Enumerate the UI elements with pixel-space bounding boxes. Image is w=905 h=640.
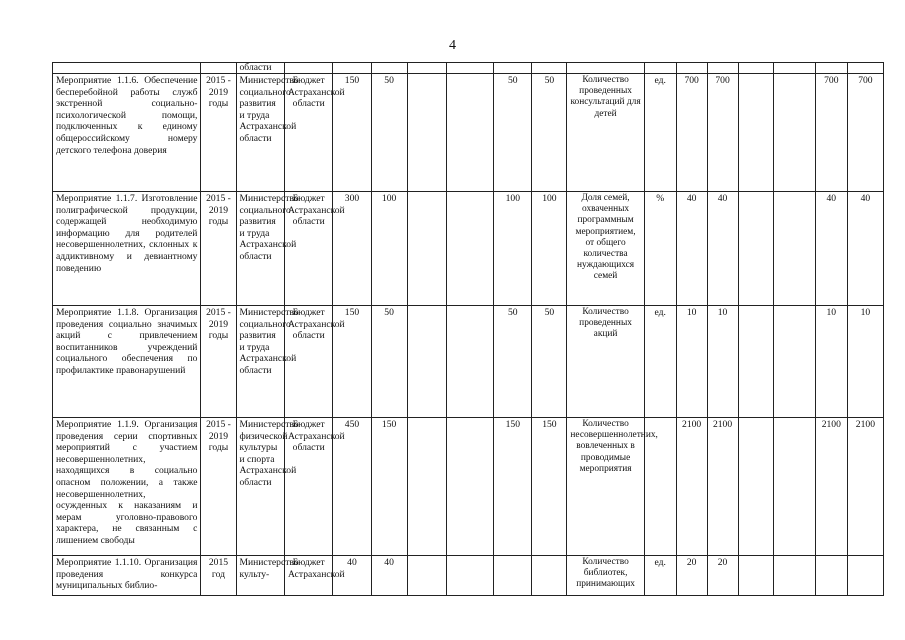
funding-2016 xyxy=(407,306,446,418)
indicator-2018: 10 xyxy=(815,306,847,418)
indicator-total: 40 xyxy=(676,192,707,306)
indicator-2019: 10 xyxy=(847,306,883,418)
indicator-name: Количество проведенных консультаций для детей xyxy=(567,74,644,192)
indicator-2015: 40 xyxy=(707,192,738,306)
indicator-2019: 700 xyxy=(847,74,883,192)
funding-2018: 50 xyxy=(494,74,532,192)
funding-total: 150 xyxy=(333,306,371,418)
indicator-unit: ед. xyxy=(644,556,676,596)
table-row xyxy=(53,74,884,192)
indicator-2015: 2100 xyxy=(707,418,738,556)
funding-2017 xyxy=(446,306,493,418)
funding-2017 xyxy=(446,192,493,306)
executor-tail: области xyxy=(236,63,284,74)
funding-2017 xyxy=(446,74,493,192)
activity-years: 2015 - 2019 годы xyxy=(201,74,236,192)
funding-total: 150 xyxy=(333,74,371,192)
funding-source: Бюджет Астраханской xyxy=(284,556,332,596)
activity-executor: Министерство физической культуры и спорта Астраханской области xyxy=(236,418,284,556)
funding-2019: 50 xyxy=(532,74,567,192)
indicator-2016 xyxy=(738,74,773,192)
indicator-name: Количество несовершеннолетних, вовлеченных в проводимые мероприятия xyxy=(567,418,644,556)
funding-2019 xyxy=(532,556,567,596)
activity-executor: Министерство социального развития и труда Астраханской области xyxy=(236,306,284,418)
indicator-name: Количество библиотек, принимающих xyxy=(567,556,644,596)
activity-years: 2015 год xyxy=(201,556,236,596)
funding-2019: 100 xyxy=(532,192,567,306)
funding-2015: 50 xyxy=(371,74,407,192)
funding-2016 xyxy=(407,74,446,192)
funding-total: 450 xyxy=(333,418,371,556)
indicator-2016 xyxy=(738,556,773,596)
table-row xyxy=(53,192,884,306)
indicator-2019: 2100 xyxy=(847,418,883,556)
indicator-2017 xyxy=(773,556,815,596)
funding-2018 xyxy=(494,556,532,596)
funding-2019: 50 xyxy=(532,306,567,418)
indicator-total: 700 xyxy=(676,74,707,192)
activity-executor: Министерство социального развития и труда Астраханской области xyxy=(236,74,284,192)
funding-2016 xyxy=(407,556,446,596)
activity-name: Мероприятие 1.1.6. Обеспечение бесперебойной работы служб экстренной социально-психологической помощи, подключенных к единому общероссийскому номеру детского телефона доверия xyxy=(53,74,201,192)
funding-source: Бюджет Астраханской области xyxy=(284,74,332,192)
funding-total: 40 xyxy=(333,556,371,596)
indicator-2018: 2100 xyxy=(815,418,847,556)
table-row xyxy=(53,418,884,556)
indicator-total: 10 xyxy=(676,306,707,418)
continued-row xyxy=(53,63,884,74)
indicator-2018: 700 xyxy=(815,74,847,192)
page-number: 4 xyxy=(449,38,456,53)
indicator-2015: 700 xyxy=(707,74,738,192)
indicator-unit: ед. xyxy=(644,306,676,418)
activity-name: Мероприятие 1.1.8. Организация проведения социально значимых акций с привлечением воспитанников учреждений социального обеспечения по профилактике правонарушений xyxy=(53,306,201,418)
indicator-2018: 40 xyxy=(815,192,847,306)
activity-years: 2015 - 2019 годы xyxy=(201,306,236,418)
funding-source: Бюджет Астраханской области xyxy=(284,418,332,556)
funding-2019: 150 xyxy=(532,418,567,556)
activity-executor: Министерство культу- xyxy=(236,556,284,596)
funding-source: Бюджет Астраханской области xyxy=(284,192,332,306)
funding-2015: 150 xyxy=(371,418,407,556)
indicator-2016 xyxy=(738,418,773,556)
funding-2018: 50 xyxy=(494,306,532,418)
activity-name: Мероприятие 1.1.10. Организация проведения конкурса муниципальных библио- xyxy=(53,556,201,596)
indicator-2016 xyxy=(738,192,773,306)
activity-years: 2015 - 2019 годы xyxy=(201,192,236,306)
funding-2018: 150 xyxy=(494,418,532,556)
table-row xyxy=(53,306,884,418)
indicator-2017 xyxy=(773,306,815,418)
activity-name: Мероприятие 1.1.9. Организация проведения серии спортивных мероприятий с участием несовершеннолетних, находящихся в социально опасном положении, а также несовершеннолетних, осужденных к наказаниям и мерам уголовно-правового характера, не связанным с лишением свободы xyxy=(53,418,201,556)
table-row xyxy=(53,556,884,596)
indicator-2015: 10 xyxy=(707,306,738,418)
indicator-2016 xyxy=(738,306,773,418)
indicator-unit: ед. xyxy=(644,74,676,192)
indicator-total: 20 xyxy=(676,556,707,596)
funding-2015: 100 xyxy=(371,192,407,306)
indicator-2017 xyxy=(773,74,815,192)
funding-source: Бюджет Астраханской области xyxy=(284,306,332,418)
funding-2015: 40 xyxy=(371,556,407,596)
funding-2017 xyxy=(446,418,493,556)
funding-2015: 50 xyxy=(371,306,407,418)
funding-total: 300 xyxy=(333,192,371,306)
indicator-2015: 20 xyxy=(707,556,738,596)
funding-2016 xyxy=(407,418,446,556)
program-activities-table xyxy=(52,62,884,596)
indicator-unit: % xyxy=(644,192,676,306)
indicator-2017 xyxy=(773,192,815,306)
indicator-2018 xyxy=(815,556,847,596)
activity-name: Мероприятие 1.1.7. Изготовление полиграфической продукции, содержащей необходимую информацию для родителей несовершеннолетних, склонных к аддиктивному и девиантному поведению xyxy=(53,192,201,306)
activity-years: 2015 - 2019 годы xyxy=(201,418,236,556)
indicator-2017 xyxy=(773,418,815,556)
indicator-2019: 40 xyxy=(847,192,883,306)
indicator-name: Количество проведенных акций xyxy=(567,306,644,418)
funding-2016 xyxy=(407,192,446,306)
funding-2018: 100 xyxy=(494,192,532,306)
indicator-name: Доля семей, охваченных программным мероприятием, от общего количества нуждающихся семей xyxy=(567,192,644,306)
indicator-2019 xyxy=(847,556,883,596)
activity-executor: Министерство социального развития и труда Астраханской области xyxy=(236,192,284,306)
indicator-total: 2100 xyxy=(676,418,707,556)
funding-2017 xyxy=(446,556,493,596)
